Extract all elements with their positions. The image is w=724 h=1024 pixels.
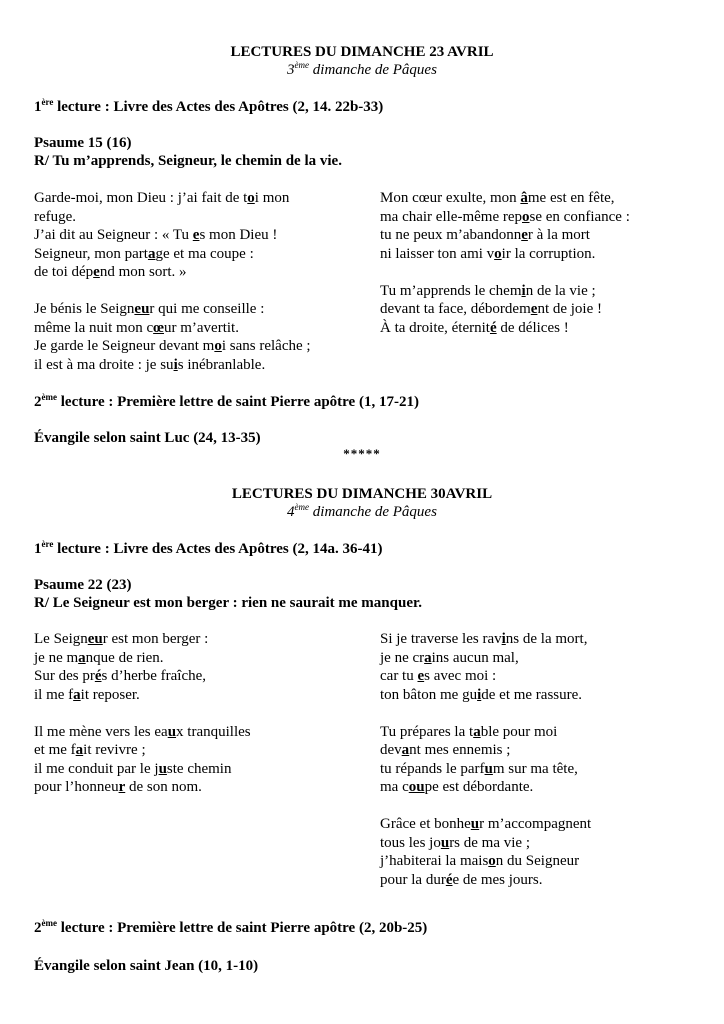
section-1-second-reading: 2ème lecture : Première lettre de saint Pierre apôtre (1, 17-21): [34, 392, 419, 410]
psalm-verse-line: À ta droite, éternité de délices !: [380, 319, 569, 336]
section-2-refrain: R/ Le Seigneur est mon berger : rien ne saurait me manquer.: [34, 595, 423, 611]
psalm-verse-line: Il me mène vers les eaux tranquilles: [34, 723, 251, 740]
section-2-second-reading: 2ème lecture : Première lettre de saint Pierre apôtre (2, 20b-25): [34, 918, 428, 936]
psalm-verse-line: il est à ma droite : je suis inébranlable.: [34, 356, 266, 373]
psalm-verse-line: Seigneur, mon partage et ma coupe :: [34, 245, 254, 262]
psalm-verse-line: ton bâton me guide et me rassure.: [380, 686, 583, 703]
accent-syllable: e: [417, 668, 425, 684]
accent-syllable: u: [158, 760, 167, 777]
accent-syllable: a: [424, 649, 432, 666]
psalm-verse-line: Tu m’apprends le chemin de la vie ;: [380, 282, 596, 299]
accent-syllable: a: [78, 649, 86, 666]
psalm-verse-line: tu ne peux m’abandonner à la mort: [380, 227, 590, 243]
accent-syllable: é: [489, 319, 497, 336]
section-2-title: LECTURES DU DIMANCHE 30AVRIL: [231, 486, 493, 502]
accent-syllable: o: [488, 853, 496, 869]
accent-syllable: eu: [87, 631, 103, 647]
section-1-psalm-right-column: [380, 189, 630, 337]
accent-syllable: r: [118, 779, 126, 795]
stanza-gap: [380, 797, 591, 816]
psalm-verse-line: Sur des prés d’herbe fraîche,: [34, 668, 207, 684]
accent-syllable: e: [93, 264, 100, 280]
accent-syllable: e: [530, 301, 538, 317]
psalm-verse-line: devant mes ennemis ;: [380, 742, 511, 758]
accent-syllable: â: [520, 190, 528, 206]
psalm-verse-line: refuge.: [34, 208, 77, 225]
psalm-verse-line: pour la durée de mes jours.: [380, 871, 543, 888]
section-2-subtitle: 4ème dimanche de Pâques: [287, 502, 437, 520]
psalm-verse-line: Le Seigneur est mon berger :: [34, 631, 209, 647]
accent-syllable: o: [494, 245, 502, 262]
section-2-psalm-title: Psaume 22 (23): [34, 577, 132, 593]
section-1-psalm-title: Psaume 15 (16): [34, 135, 132, 151]
accent-syllable: u: [484, 760, 493, 777]
psalm-verse-line: Je garde le Seigneur devant moi sans relâche ;: [34, 338, 311, 354]
section-1-first-reading: 1ère lecture : Livre des Actes des Apôtres (2, 14. 22b-33): [34, 97, 384, 115]
psalm-verse-line: et me fait revivre ;: [34, 742, 146, 758]
accent-syllable: a: [75, 742, 84, 758]
section-1-psalm-left-column: [34, 189, 311, 374]
accent-syllable: i: [477, 686, 482, 703]
psalm-verse-line: tu répands le parfum sur ma tête,: [380, 760, 578, 777]
psalm-verse-line: Garde-moi, mon Dieu : j’ai fait de toi mon: [34, 190, 290, 206]
accent-syllable: u: [167, 723, 177, 740]
psalm-verse-line: Tu prépares la table pour moi: [380, 723, 558, 740]
accent-syllable: i: [173, 356, 178, 373]
accent-syllable: œ: [153, 319, 164, 336]
psalm-verse-line: j’habiterai la maison du Seigneur: [380, 853, 580, 869]
section-1-refrain: R/ Tu m’apprends, Seigneur, le chemin de la vie.: [34, 153, 342, 169]
psalm-verse-line: Je bénis le Seigneur qui me conseille :: [34, 301, 265, 317]
accent-syllable: é: [94, 668, 102, 684]
psalm-verse-line: tous les jours de ma vie ;: [380, 834, 530, 851]
stanza-gap: [34, 704, 251, 723]
psalm-verse-line: ni laisser ton ami voir la corruption.: [380, 245, 596, 262]
section-separator: *****: [343, 446, 381, 461]
stanza-gap: [380, 263, 630, 282]
psalm-verse-line: pour l’honneur de son nom.: [34, 779, 202, 795]
psalm-verse-line: de toi dépend mon sort. »: [34, 264, 187, 280]
accent-syllable: a: [473, 723, 481, 740]
psalm-verse-line: devant ta face, débordement de joie !: [380, 301, 603, 317]
accent-syllable: a: [147, 245, 156, 262]
section-2-first-reading: 1ère lecture : Livre des Actes des Apôtres (2, 14a. 36-41): [34, 539, 383, 557]
psalm-verse-line: car tu es avec moi :: [380, 668, 497, 684]
section-1-gospel: Évangile selon saint Luc (24, 13-35): [34, 430, 261, 446]
section-1-title: LECTURES DU DIMANCHE 23 AVRIL: [230, 44, 494, 60]
section-2-psalm-left-column: [34, 630, 251, 797]
accent-syllable: u: [440, 834, 450, 851]
stanza-gap: [380, 704, 591, 723]
accent-syllable: i: [521, 282, 526, 299]
psalm-verse-line: Si je traverse les ravins de la mort,: [380, 631, 588, 647]
accent-syllable: o: [247, 190, 255, 206]
section-1-subtitle: 3ème dimanche de Pâques: [287, 60, 437, 78]
accent-syllable: a: [73, 686, 81, 703]
accent-syllable: eu: [134, 301, 150, 317]
psalm-verse-line: même la nuit mon cœur m’avertit.: [34, 319, 239, 336]
section-2-gospel: Évangile selon saint Jean (10, 1-10): [34, 958, 259, 974]
accent-syllable: o: [522, 208, 530, 225]
psalm-verse-line: ma coupe est débordante.: [380, 779, 534, 795]
accent-syllable: a: [401, 742, 410, 758]
psalm-verse-line: il me conduit par le juste chemin: [34, 760, 232, 777]
psalm-verse-line: J’ai dit au Seigneur : « Tu es mon Dieu !: [34, 227, 278, 243]
stanza-gap: [34, 282, 311, 301]
psalm-verse-line: ma chair elle-même repose en confiance :: [380, 208, 630, 225]
section-2-psalm-right-column: [380, 630, 591, 889]
psalm-verse-line: Grâce et bonheur m’accompagnent: [380, 816, 592, 832]
accent-syllable: o: [214, 338, 222, 354]
accent-syllable: é: [445, 871, 453, 888]
accent-syllable: ou: [408, 779, 425, 795]
psalm-verse-line: je ne manque de rien.: [34, 649, 164, 666]
accent-syllable: i: [501, 631, 506, 647]
accent-syllable: e: [521, 227, 528, 243]
accent-syllable: u: [470, 816, 480, 832]
psalm-verse-line: je ne crains aucun mal,: [380, 649, 519, 666]
psalm-verse-line: Mon cœur exulte, mon âme est en fête,: [380, 190, 615, 206]
psalm-verse-line: il me fait reposer.: [34, 686, 140, 703]
accent-syllable: e: [192, 227, 200, 243]
